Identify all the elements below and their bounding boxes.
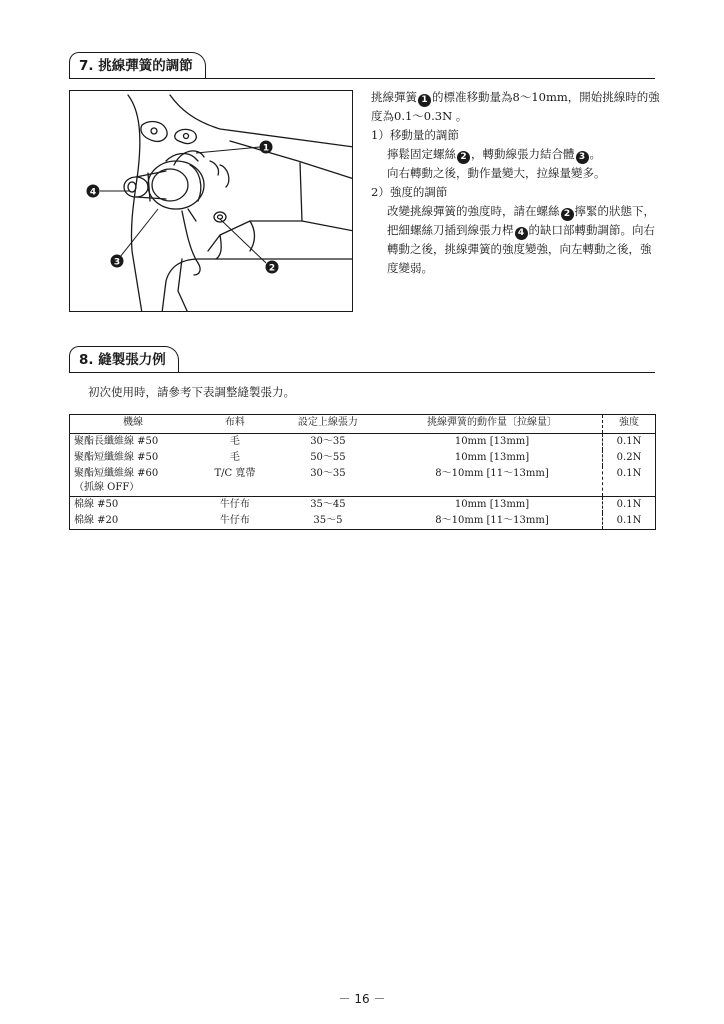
cell-tension: 30～35 <box>310 468 346 479</box>
thread-take-up-spring-figure <box>69 90 353 312</box>
col-header-fabric: 布料 <box>196 415 274 434</box>
item-1-text-c: 。 <box>589 147 601 161</box>
callout-1-marker <box>260 141 273 154</box>
cell-strength: 0.1N <box>603 497 656 514</box>
callout-4-label: 4 <box>89 187 97 198</box>
sewing-machine-illustration <box>70 91 353 312</box>
callout-4-marker <box>87 185 100 198</box>
cell-strength: 0.1N <box>603 466 656 497</box>
item-2-body <box>371 202 661 278</box>
section-8-rule <box>69 372 655 373</box>
cell-tension: 35～5 <box>313 515 343 526</box>
table-row <box>70 434 656 451</box>
callout-2-marker <box>266 261 279 274</box>
intro-text-a: 挑線彈簧 <box>371 90 417 104</box>
callout-3-marker <box>111 255 124 268</box>
cell-tension: 35～45 <box>274 497 382 514</box>
col-header-tension: 設定上線張力 <box>274 415 382 434</box>
section-7-header <box>69 52 655 82</box>
cell-thread: 聚酯短纖維線 #50 <box>74 452 159 463</box>
cell-tension: 30～35 <box>310 436 346 447</box>
cell-spring: 10mm [13mm] <box>454 452 530 463</box>
item-2-text-c: 的缺口部轉動調節。向右轉動之後，挑線彈簧的強度變強，向左轉動之後，強度變弱。 <box>387 223 655 275</box>
col-header-spring-stroke: 挑線彈簧的動作量〔拉線量〕 <box>382 415 602 434</box>
cell-spring: 8～10mm [11～13mm] <box>435 468 549 479</box>
callout-2-label: 2 <box>268 263 276 274</box>
callout-ref-2b: 2 <box>561 208 574 221</box>
cell-spring: 10mm [13mm] <box>454 436 530 447</box>
item-1-body <box>371 145 661 164</box>
cell-spring: 8～10mm [11～13mm] <box>435 515 549 526</box>
cell-thread: 棉線 #20 <box>74 515 119 526</box>
callout-ref-4: 4 <box>515 227 528 240</box>
cell-fabric: T/C 寬帶 <box>214 468 256 479</box>
intro-paragraph <box>371 88 661 126</box>
section-7-description <box>371 88 661 278</box>
item-2-text-a: 改變挑線彈簧的強度時，請在螺絲 <box>387 204 560 218</box>
item-2-title: 2）強度的調節 <box>371 185 448 199</box>
section-8-title: 8. 縫製張力例 <box>69 346 179 373</box>
section-8-intro: 初次使用時，請參考下表調整縫製張力。 <box>88 385 295 399</box>
cell-thread: 聚酯長纖維線 #50 <box>74 436 159 447</box>
cell-fabric: 牛仔布 <box>219 515 250 526</box>
col-header-thread: 機線 <box>70 415 197 434</box>
section-7-title: 7. 挑線彈簧的調節 <box>69 52 206 79</box>
col-header-strength: 強度 <box>603 415 656 434</box>
page-number: － 16 － <box>338 992 386 1006</box>
sewing-tension-table <box>69 414 656 530</box>
table-row <box>70 497 656 514</box>
cell-strength: 0.1N <box>603 513 656 530</box>
cell-thread: 棉線 #50 <box>70 497 197 514</box>
cell-thread <box>70 466 197 497</box>
item-1-line-2: 向右轉動之後，動作量變大，拉線量變多。 <box>387 166 606 180</box>
cell-fabric: 牛仔布 <box>196 497 274 514</box>
section-7-rule <box>69 78 655 79</box>
cell-tension: 50～55 <box>310 452 346 463</box>
callout-3-label: 3 <box>113 257 121 268</box>
cell-thread-line-1: 聚酯短纖維線 #60 <box>74 468 159 479</box>
item-1-text-b: ，轉動線張力結合體 <box>471 147 575 161</box>
cell-spring: 10mm [13mm] <box>382 497 602 514</box>
callout-ref-1: 1 <box>418 94 431 107</box>
cell-thread-line-2: （抓線 OFF） <box>74 482 140 493</box>
callout-ref-3: 3 <box>576 151 589 164</box>
item-2-text-b: 擰緊的狀態下，把細螺絲刀插到線張力桿 <box>387 204 655 237</box>
table-row <box>70 450 656 466</box>
table-header-row <box>70 415 656 434</box>
cell-strength: 0.1N <box>603 434 656 451</box>
intro-text-b: 的標准移動量為8～10mm，開始挑線時的強度為0.1～0.3N 。 <box>371 90 660 123</box>
callout-1-label: 1 <box>262 143 270 154</box>
table-row <box>70 466 656 497</box>
item-1-title: 1）移動量的調節 <box>371 128 459 142</box>
cell-fabric: 毛 <box>229 436 240 447</box>
item-1-text-a: 擰鬆固定螺絲 <box>387 147 456 161</box>
table-row <box>70 513 656 530</box>
section-8-header <box>69 346 655 376</box>
cell-fabric: 毛 <box>229 452 240 463</box>
callout-ref-2: 2 <box>457 151 470 164</box>
cell-strength: 0.2N <box>603 450 656 466</box>
